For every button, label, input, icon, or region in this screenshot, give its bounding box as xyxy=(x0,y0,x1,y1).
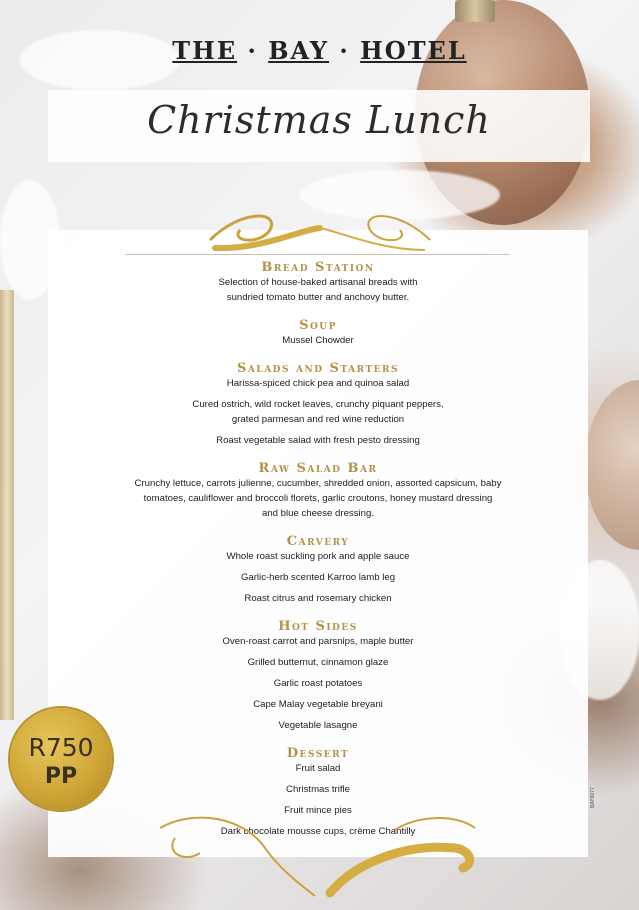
section-heading-dessert: Dessert xyxy=(286,746,350,761)
gold-swirl-top xyxy=(200,200,440,258)
reference-code: BAY8077 xyxy=(590,787,596,808)
menu-item: Garlic roast potatoes xyxy=(273,678,363,689)
title-banner xyxy=(48,90,590,162)
page-title: Christmas Lunch xyxy=(147,98,491,142)
menu-item: Mussel Chowder xyxy=(282,335,354,346)
menu-item: Cape Malay vegetable breyani xyxy=(253,699,383,710)
menu-item: and blue cheese dressing. xyxy=(261,508,374,519)
menu-item: Garlic-herb scented Karroo lamb leg xyxy=(240,572,396,583)
menu-item: Cured ostrich, wild rocket leaves, crunchy piquant peppers, xyxy=(192,399,444,410)
menu-item: Selection of house-baked artisanal breads with xyxy=(218,277,418,288)
section-heading-raw-salad: Raw Salad Bar xyxy=(258,461,378,476)
candle-decoration xyxy=(0,290,14,720)
menu-list xyxy=(48,260,588,839)
menu-item: Dark chocolate mousse cups, crème Chantilly xyxy=(220,826,416,837)
bauble-cap xyxy=(455,0,495,22)
price-amount: R750 xyxy=(28,733,94,762)
hotel-logo: THE · BAY · HOTEL xyxy=(172,36,467,65)
menu-item: sundried tomato butter and anchovy butter. xyxy=(226,292,410,303)
menu-item: Crunchy lettuce, carrots julienne, cucumber, shredded onion, assorted capsicum, baby xyxy=(134,478,502,489)
menu-item: Fruit mince pies xyxy=(284,805,352,816)
section-heading-salads: Salads and Starters xyxy=(237,361,399,376)
menu-item: Harissa-spiced chick pea and quinoa salad xyxy=(226,378,410,389)
menu-item: Grilled butternut, cinnamon glaze xyxy=(247,657,389,668)
price-unit: PP xyxy=(44,764,78,789)
section-heading-soup: Soup xyxy=(299,318,337,333)
menu-item: Roast citrus and rosemary chicken xyxy=(244,593,392,604)
price-badge xyxy=(10,708,112,810)
gold-swirl-bottom xyxy=(155,808,480,900)
menu-item: Roast vegetable salad with fresh pesto dressing xyxy=(216,435,420,446)
section-heading-carvery: Carvery xyxy=(286,534,350,549)
christmas-bauble-right xyxy=(585,380,639,550)
menu-item: Vegetable lasagne xyxy=(278,720,358,731)
section-heading-hot-sides: Hot Sides xyxy=(278,619,358,634)
menu-item: Oven-roast carrot and parsnips, maple butter xyxy=(222,636,414,647)
menu-item: tomatoes, cauliflower and broccoli florets, garlic croutons, honey mustard dressing xyxy=(143,493,493,504)
section-heading-bread: Bread Station xyxy=(261,260,375,275)
section-divider xyxy=(125,254,510,255)
menu-item: Fruit salad xyxy=(295,763,341,774)
menu-item: Christmas trifle xyxy=(286,784,350,795)
menu-item: Whole roast suckling pork and apple sauce xyxy=(226,551,410,562)
menu-item: grated parmesan and red wine reduction xyxy=(231,414,405,425)
